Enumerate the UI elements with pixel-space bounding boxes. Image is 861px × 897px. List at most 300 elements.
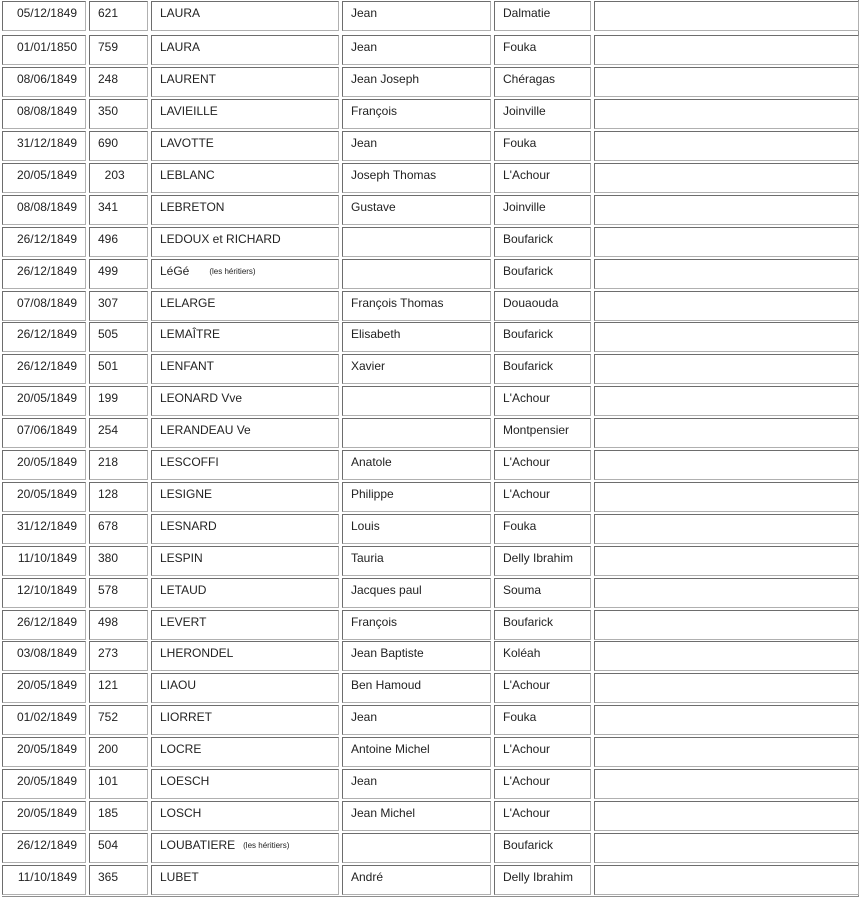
number-cell (89, 705, 148, 735)
firstname-cell (342, 322, 491, 352)
firstname-cell (342, 610, 491, 640)
surname-cell (151, 1, 339, 31)
surname-cell (151, 514, 339, 544)
locality-cell (494, 546, 591, 576)
empty-cell (594, 578, 859, 608)
date-cell (2, 354, 86, 384)
number-cell-text: 254 (98, 423, 119, 437)
locality-cell-text: L'Achour (503, 487, 550, 501)
number-cell-text: 121 (98, 678, 119, 692)
date-cell (2, 131, 86, 161)
locality-cell-text: Joinville (503, 200, 546, 214)
number-cell-text: 350 (98, 104, 119, 118)
number-cell-text: 101 (98, 774, 119, 788)
locality-cell-text: Fouka (503, 710, 537, 724)
locality-cell-text: Fouka (503, 136, 537, 150)
number-cell (89, 291, 148, 321)
date-cell (2, 322, 86, 352)
number-cell (89, 67, 148, 97)
firstname-cell-text: Joseph Thomas (351, 168, 437, 182)
locality-cell (494, 641, 591, 671)
locality-cell-text: L'Achour (503, 742, 550, 756)
locality-cell-text: Souma (503, 583, 542, 597)
surname-note: (les héritiers) (209, 267, 256, 276)
number-cell (89, 801, 148, 831)
locality-cell-text: Boufarick (503, 232, 554, 246)
number-cell-text: 578 (98, 583, 119, 597)
date-cell-text: 26/12/1849 (16, 615, 77, 629)
table-row (2, 259, 859, 291)
table-row (2, 546, 859, 578)
date-cell-text: 20/05/1849 (16, 455, 77, 469)
surname-cell-text: LIAOU (160, 678, 197, 692)
surname-cell-text: LERANDEAU Ve (160, 423, 251, 437)
table-row (2, 227, 859, 259)
date-cell-text: 08/06/1849 (16, 72, 77, 86)
date-cell-text: 26/12/1849 (16, 232, 77, 246)
surname-cell (151, 418, 339, 448)
firstname-cell (342, 99, 491, 129)
locality-cell (494, 163, 591, 193)
surname-cell-text: LAURA (160, 40, 201, 54)
surname-cell-text: LOSCH (160, 806, 202, 820)
surname-cell (151, 67, 339, 97)
date-cell (2, 578, 86, 608)
locality-cell-text: Boufarick (503, 327, 554, 341)
firstname-cell (342, 673, 491, 703)
surname-cell-text: LELARGE (160, 296, 216, 310)
firstname-cell (342, 418, 491, 448)
firstname-cell (342, 1, 491, 31)
empty-cell (594, 833, 859, 863)
number-cell-text: 504 (98, 838, 119, 852)
surname-cell (151, 737, 339, 767)
firstname-cell (342, 35, 491, 65)
surname-cell (151, 578, 339, 608)
firstname-cell-text: Jacques paul (351, 583, 422, 597)
firstname-cell-text: Ben Hamoud (351, 678, 422, 692)
number-cell-text: 499 (98, 264, 119, 278)
number-cell-text: 200 (98, 742, 119, 756)
locality-cell-text: Boufarick (503, 615, 554, 629)
date-cell-text: 11/10/1849 (17, 551, 77, 565)
date-cell-text: 07/06/1849 (16, 423, 77, 437)
firstname-cell-text: Jean (351, 40, 378, 54)
number-cell (89, 131, 148, 161)
date-cell (2, 833, 86, 863)
date-cell (2, 769, 86, 799)
locality-cell (494, 322, 591, 352)
locality-cell (494, 482, 591, 512)
number-cell (89, 514, 148, 544)
firstname-cell (342, 482, 491, 512)
number-cell (89, 769, 148, 799)
number-cell-text: 621 (98, 6, 119, 20)
surname-cell (151, 99, 339, 129)
surname-note: (les héritiers) (243, 841, 290, 850)
surname-cell-text: LAVOTTE (160, 136, 214, 150)
locality-cell (494, 514, 591, 544)
date-cell-text: 01/02/1849 (16, 710, 77, 724)
date-cell-text: 08/08/1849 (16, 104, 77, 118)
number-cell (89, 99, 148, 129)
firstname-cell-text: Xavier (351, 359, 386, 373)
number-cell-text: 690 (98, 136, 119, 150)
date-cell-text: 20/05/1849 (16, 391, 77, 405)
date-cell (2, 705, 86, 735)
firstname-cell-text: Jean (351, 774, 378, 788)
locality-cell-text: Fouka (503, 519, 537, 533)
number-cell (89, 1, 148, 31)
empty-cell (594, 386, 859, 416)
locality-cell (494, 131, 591, 161)
locality-cell-text: Delly Ibrahim (503, 551, 574, 565)
surname-cell-text: LAVIEILLE (160, 104, 218, 118)
surname-cell-text: LEMAÎTRE (160, 327, 221, 341)
empty-cell (594, 99, 859, 129)
firstname-cell (342, 450, 491, 480)
date-cell (2, 386, 86, 416)
surname-cell-text: LUBET (160, 870, 199, 884)
firstname-cell-text: François (351, 104, 398, 118)
number-cell (89, 322, 148, 352)
table-row (2, 769, 859, 801)
locality-cell-text: L'Achour (503, 678, 550, 692)
firstname-cell-text: Jean Joseph (351, 72, 420, 86)
firstname-cell (342, 578, 491, 608)
locality-cell (494, 610, 591, 640)
locality-cell-text: Boufarick (503, 264, 554, 278)
table-row (2, 801, 859, 833)
date-cell (2, 450, 86, 480)
table-row (2, 386, 859, 418)
number-cell-text: 365 (98, 870, 119, 884)
surname-cell (151, 705, 339, 735)
number-cell (89, 482, 148, 512)
firstname-cell (342, 227, 491, 257)
table-row (2, 131, 859, 163)
locality-cell-text: L'Achour (503, 774, 550, 788)
date-cell-text: 26/12/1849 (16, 264, 77, 278)
date-cell (2, 35, 86, 65)
surname-cell-text: LENFANT (160, 359, 215, 373)
locality-cell-text: L'Achour (503, 455, 550, 469)
date-cell (2, 865, 86, 895)
date-cell-text: 26/12/1849 (16, 327, 77, 341)
surname-cell-text: LESPIN (160, 551, 203, 565)
date-cell (2, 291, 86, 321)
empty-cell (594, 865, 859, 895)
date-cell (2, 67, 86, 97)
surname-cell-text: LEBRETON (160, 200, 225, 214)
date-cell-text: 26/12/1849 (16, 838, 77, 852)
surname-cell (151, 322, 339, 352)
table-row (2, 322, 859, 354)
locality-cell (494, 801, 591, 831)
firstname-cell (342, 67, 491, 97)
firstname-cell-text: Jean Baptiste (351, 646, 424, 660)
empty-cell (594, 291, 859, 321)
locality-cell-text: Boufarick (503, 359, 554, 373)
locality-cell-text: Chéragas (503, 72, 556, 86)
surname-cell (151, 291, 339, 321)
locality-cell (494, 705, 591, 735)
firstname-cell (342, 705, 491, 735)
number-cell-text: 203 (98, 168, 125, 182)
surname-cell-text: LETAUD (160, 583, 207, 597)
number-cell (89, 546, 148, 576)
locality-cell (494, 195, 591, 225)
date-cell-text: 20/05/1849 (16, 774, 77, 788)
firstname-cell (342, 833, 491, 863)
date-cell-text: 12/10/1849 (16, 583, 77, 597)
date-cell-text: 31/12/1849 (16, 136, 77, 150)
number-cell (89, 354, 148, 384)
number-cell (89, 35, 148, 65)
table-row (2, 67, 859, 99)
date-cell-text: 08/08/1849 (16, 200, 77, 214)
table-row (2, 833, 859, 865)
firstname-cell-text: Jean Michel (351, 806, 416, 820)
firstname-cell-text: Gustave (351, 200, 396, 214)
empty-cell (594, 737, 859, 767)
locality-cell (494, 1, 591, 31)
surname-cell (151, 865, 339, 895)
number-cell-text: 752 (98, 710, 119, 724)
date-cell (2, 673, 86, 703)
surname-cell-text: LOUBATIERE (160, 838, 236, 852)
number-cell-text: 218 (98, 455, 119, 469)
firstname-cell (342, 641, 491, 671)
table-row (2, 35, 859, 67)
date-cell (2, 801, 86, 831)
firstname-cell (342, 514, 491, 544)
number-cell (89, 865, 148, 895)
table-row (2, 418, 859, 450)
surname-cell (151, 131, 339, 161)
concession-table (2, 0, 859, 897)
date-cell (2, 737, 86, 767)
date-cell-text: 20/05/1849 (16, 168, 77, 182)
number-cell (89, 195, 148, 225)
date-cell (2, 546, 86, 576)
table-row (2, 450, 859, 482)
date-cell-text: 31/12/1849 (16, 519, 77, 533)
number-cell (89, 259, 148, 289)
locality-cell (494, 865, 591, 895)
surname-cell-text: LOCRE (160, 742, 202, 756)
surname-cell (151, 673, 339, 703)
surname-cell (151, 482, 339, 512)
empty-cell (594, 705, 859, 735)
table-row (2, 673, 859, 705)
surname-cell-text: LESNARD (160, 519, 217, 533)
number-cell (89, 227, 148, 257)
surname-cell (151, 259, 339, 289)
locality-cell-text: Koléah (503, 646, 541, 660)
locality-cell (494, 35, 591, 65)
firstname-cell-text: Elisabeth (351, 327, 401, 341)
locality-cell (494, 833, 591, 863)
number-cell-text: 341 (98, 200, 119, 214)
empty-cell (594, 610, 859, 640)
surname-cell (151, 546, 339, 576)
number-cell (89, 418, 148, 448)
empty-cell (594, 514, 859, 544)
empty-cell (594, 259, 859, 289)
locality-cell (494, 737, 591, 767)
firstname-cell (342, 386, 491, 416)
firstname-cell (342, 354, 491, 384)
number-cell-text: 185 (98, 806, 119, 820)
firstname-cell-text: Anatole (351, 455, 392, 469)
empty-cell (594, 163, 859, 193)
locality-cell (494, 67, 591, 97)
firstname-cell (342, 769, 491, 799)
date-cell (2, 1, 86, 31)
table-row (2, 705, 859, 737)
locality-cell-text: Dalmatie (503, 6, 551, 20)
firstname-cell (342, 163, 491, 193)
date-cell (2, 610, 86, 640)
empty-cell (594, 769, 859, 799)
number-cell (89, 578, 148, 608)
locality-cell-text: L'Achour (503, 806, 550, 820)
firstname-cell-text: Jean (351, 710, 378, 724)
empty-cell (594, 67, 859, 97)
date-cell-text: 05/12/1849 (16, 6, 77, 20)
number-cell-text: 496 (98, 232, 119, 246)
empty-cell (594, 673, 859, 703)
table-row (2, 641, 859, 673)
firstname-cell-text: Tauria (351, 551, 384, 565)
surname-cell-text: LEBLANC (160, 168, 215, 182)
table-row (2, 354, 859, 386)
surname-cell (151, 35, 339, 65)
locality-cell (494, 418, 591, 448)
firstname-cell (342, 801, 491, 831)
date-cell-text: 20/05/1849 (16, 742, 77, 756)
number-cell (89, 737, 148, 767)
table-row (2, 865, 859, 897)
firstname-cell-text: François Thomas (351, 296, 444, 310)
firstname-cell (342, 131, 491, 161)
surname-cell-text: LEDOUX et RICHARD (160, 232, 281, 246)
locality-cell (494, 769, 591, 799)
surname-cell-text: LéGé (160, 264, 190, 278)
locality-cell-text: Joinville (503, 104, 546, 118)
firstname-cell (342, 291, 491, 321)
locality-cell (494, 227, 591, 257)
number-cell (89, 673, 148, 703)
surname-cell (151, 163, 339, 193)
locality-cell-text: Boufarick (503, 838, 554, 852)
firstname-cell (342, 195, 491, 225)
empty-cell (594, 801, 859, 831)
locality-cell (494, 354, 591, 384)
number-cell-text: 199 (98, 391, 119, 405)
table-row (2, 195, 859, 227)
surname-cell-text: LESCOFFI (160, 455, 219, 469)
empty-cell (594, 195, 859, 225)
locality-cell (494, 673, 591, 703)
firstname-cell-text: André (351, 870, 384, 884)
empty-cell (594, 1, 859, 31)
number-cell-text: 307 (98, 296, 119, 310)
number-cell-text: 505 (98, 327, 119, 341)
locality-cell (494, 450, 591, 480)
surname-cell (151, 195, 339, 225)
locality-cell-text: L'Achour (503, 168, 550, 182)
empty-cell (594, 322, 859, 352)
table-row (2, 163, 859, 195)
date-cell-text: 03/08/1849 (16, 646, 77, 660)
firstname-cell (342, 259, 491, 289)
date-cell-text: 26/12/1849 (16, 359, 77, 373)
number-cell-text: 759 (98, 40, 119, 54)
date-cell (2, 227, 86, 257)
empty-cell (594, 546, 859, 576)
number-cell-text: 273 (98, 646, 119, 660)
locality-cell-text: Montpensier (503, 423, 570, 437)
number-cell-text: 248 (98, 72, 119, 86)
locality-cell-text: Douaouda (503, 296, 559, 310)
number-cell (89, 163, 148, 193)
firstname-cell-text: Antoine Michel (351, 742, 430, 756)
empty-cell (594, 227, 859, 257)
table-row (2, 578, 859, 610)
surname-cell (151, 610, 339, 640)
table-row (2, 610, 859, 642)
surname-cell (151, 833, 339, 863)
surname-cell-text: LAURA (160, 6, 201, 20)
date-cell-text: 01/01/1850 (16, 40, 77, 54)
firstname-cell (342, 546, 491, 576)
date-cell (2, 99, 86, 129)
number-cell-text: 380 (98, 551, 119, 565)
date-cell (2, 482, 86, 512)
surname-cell (151, 769, 339, 799)
number-cell-text: 501 (98, 359, 119, 373)
empty-cell (594, 450, 859, 480)
empty-cell (594, 35, 859, 65)
firstname-cell-text: Louis (351, 519, 380, 533)
date-cell (2, 163, 86, 193)
locality-cell (494, 578, 591, 608)
surname-cell (151, 386, 339, 416)
number-cell (89, 641, 148, 671)
number-cell (89, 610, 148, 640)
table-row (2, 99, 859, 131)
locality-cell-text: Delly Ibrahim (503, 870, 574, 884)
surname-cell-text: LOESCH (160, 774, 210, 788)
date-cell-text: 20/05/1849 (16, 678, 77, 692)
date-cell (2, 514, 86, 544)
empty-cell (594, 418, 859, 448)
locality-cell-text: L'Achour (503, 391, 550, 405)
locality-cell (494, 291, 591, 321)
surname-cell (151, 227, 339, 257)
firstname-cell-text: Philippe (351, 487, 394, 501)
surname-cell-text: LHERONDEL (160, 646, 234, 660)
surname-cell (151, 641, 339, 671)
surname-cell-text: LEVERT (160, 615, 207, 629)
locality-cell (494, 99, 591, 129)
number-cell-text: 678 (98, 519, 119, 533)
firstname-cell (342, 865, 491, 895)
surname-cell (151, 450, 339, 480)
locality-cell (494, 386, 591, 416)
